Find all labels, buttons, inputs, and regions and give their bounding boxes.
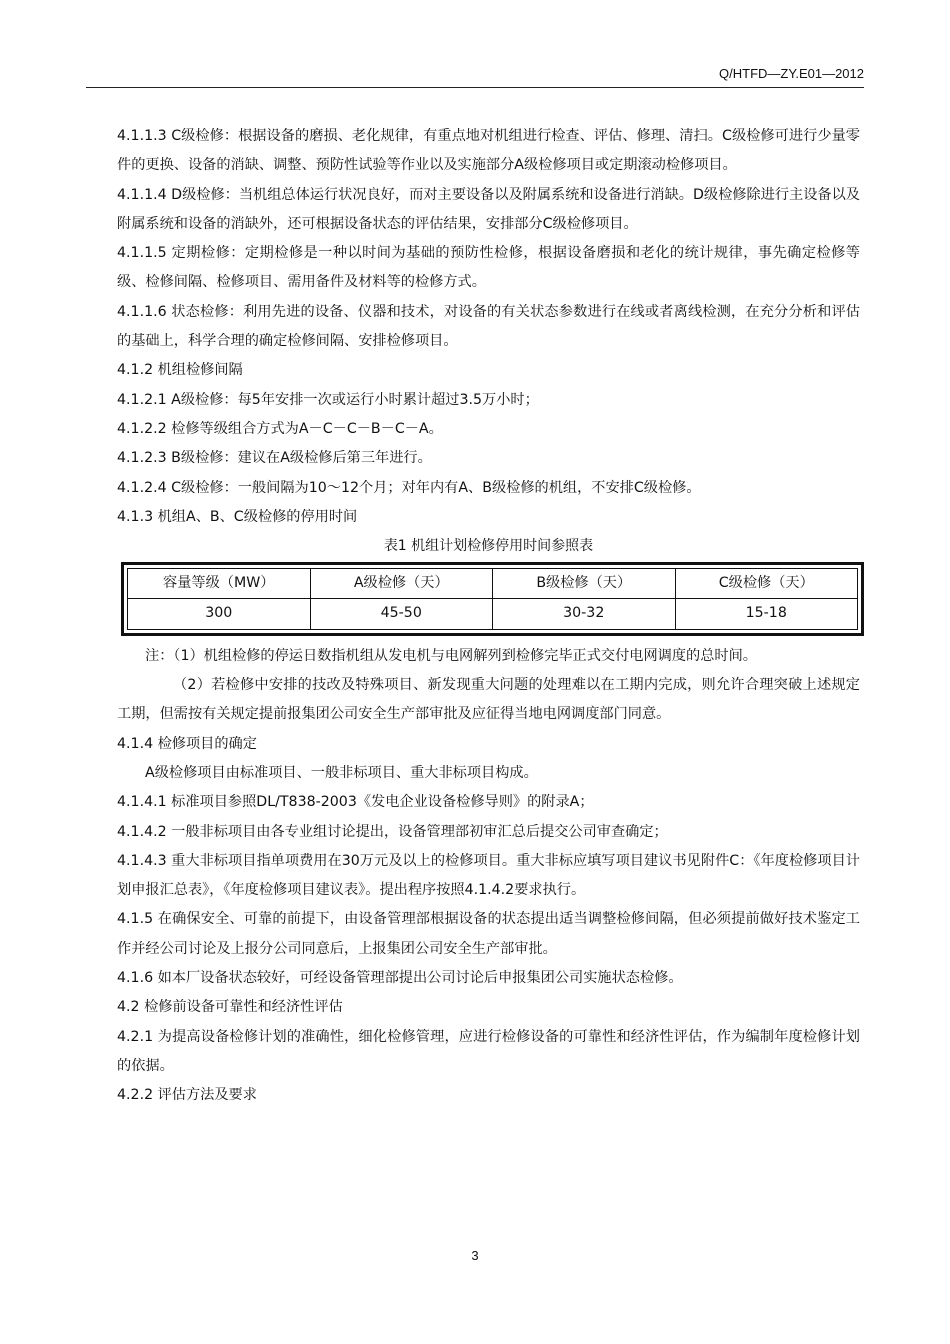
table-caption: 表1 机组计划检修停用时间参照表 <box>383 538 594 555</box>
document-body <box>117 122 860 1111</box>
outage-time-table <box>127 568 858 630</box>
table-row <box>128 599 858 629</box>
clause-4-1-1-4: 4.1.1.4 D级检修：当机组总体运行状况良好，而对主要设备以及附属系统和设备进行消缺。D级检修除进行主设备以及附属系统和设备的消缺外，还可根据设备状态的评估结果，安排部分C级检修项目。 <box>117 186 860 232</box>
section-heading-4-1-2: 4.1.2 机组检修间隔 <box>117 362 243 379</box>
table-header-cell: 容量等级（MW） <box>128 569 311 599</box>
document-code: Q/HTFD—ZY.E01—2012 <box>719 66 864 81</box>
clause-4-1-2-1: 4.1.2.1 A级检修：每5年安排一次或运行小时累计超过3.5万小时； <box>117 391 539 408</box>
table-frame <box>121 562 864 636</box>
clause-4-1-4-2: 4.1.4.2 一般非标项目由各专业组讨论提出，设备管理部初审汇总后提交公司审查确定； <box>117 823 668 840</box>
table-header-cell: B级检修（天） <box>493 569 676 599</box>
clause-4-1-2-2: 4.1.2.2 检修等级组合方式为A－C－C－B－C－A。 <box>117 420 443 437</box>
paragraph-a-level-items: A级检修项目由标准项目、一般非标项目、重大非标项目构成。 <box>145 764 538 781</box>
table-note-2: （2）若检修中安排的技改及特殊项目、新发现重大问题的处理难以在工期内完成，则允许合理突破上述规定工期，但需按有关规定提前报集团公司安全生产部审批及应征得当地电网调度部门同意。 <box>117 677 860 723</box>
clause-4-1-4-1: 4.1.4.1 标准项目参照DL/T838-2003《发电企业设备检修导则》的附录A； <box>117 794 594 811</box>
clause-4-1-5: 4.1.5 在确保安全、可靠的前提下，由设备管理部根据设备的状态提出适当调整检修间隔，但必须提前做好技术鉴定工作并经公司讨论及上报分公司同意后，上报集团公司安全生产部审批。 <box>117 911 860 957</box>
table-header-row <box>128 569 858 599</box>
section-heading-4-1-4: 4.1.4 检修项目的确定 <box>117 735 257 752</box>
clause-4-1-4-3: 4.1.4.3 重大非标项目指单项费用在30万元及以上的检修项目。重大非标应填写项目建议书见附件C：《年度检修项目计划申报汇总表》，《年度检修项目建议表》。提出程序按照4.1.4.2要求执行。 <box>117 852 860 899</box>
table-cell: 30-32 <box>493 599 676 629</box>
section-heading-4-1-3: 4.1.3 机组A、B、C级检修的停用时间 <box>117 508 358 525</box>
table-header-cell: A级检修（天） <box>310 569 493 599</box>
header-rule <box>86 87 864 88</box>
clause-4-1-2-4: 4.1.2.4 C级检修：一般间隔为10～12个月；对年内有A、B级检修的机组，不安排C级检修。 <box>117 479 701 496</box>
table-note-1: 注：（1）机组检修的停运日数指机组从发电机与电网解列到检修完毕正式交付电网调度的总时间。 <box>145 647 757 664</box>
clause-4-2-1: 4.2.1 为提高设备检修计划的准确性，细化检修管理，应进行检修设备的可靠性和经济性评估，作为编制年度检修计划的依据。 <box>117 1028 860 1074</box>
clause-4-1-2-3: 4.1.2.3 B级检修：建议在A级检修后第三年进行。 <box>117 450 432 467</box>
section-heading-4-2: 4.2 检修前设备可靠性和经济性评估 <box>117 999 343 1016</box>
table-cell: 45-50 <box>310 599 493 629</box>
table-cell: 15-18 <box>675 599 858 629</box>
clause-4-2-2: 4.2.2 评估方法及要求 <box>117 1087 257 1104</box>
table-header-cell: C级检修（天） <box>675 569 858 599</box>
clause-4-1-1-5: 4.1.1.5 定期检修：定期检修是一种以时间为基础的预防性检修，根据设备磨损和老化的统计规律，事先确定检修等级、检修间隔、检修项目、需用备件及材料等的检修方式。 <box>117 245 860 291</box>
table-cell: 300 <box>128 599 311 629</box>
clause-4-1-6: 4.1.6 如本厂设备状态较好，可经设备管理部提出公司讨论后申报集团公司实施状态检修。 <box>117 970 683 987</box>
page-number: 3 <box>471 1248 479 1263</box>
clause-4-1-1-6: 4.1.1.6 状态检修：利用先进的设备、仪器和技术，对设备的有关状态参数进行在线或者离线检测，在充分分析和评估的基础上，科学合理的确定检修间隔、安排检修项目。 <box>117 303 860 350</box>
clause-4-1-1-3: 4.1.1.3 C级检修：根据设备的磨损、老化规律，有重点地对机组进行检查、评估、修理、清扫。C级检修可进行少量零件的更换、设备的消缺、调整、预防性试验等作业以及实施部分A级检修项目或定期滚动检修项目。 <box>117 128 860 174</box>
